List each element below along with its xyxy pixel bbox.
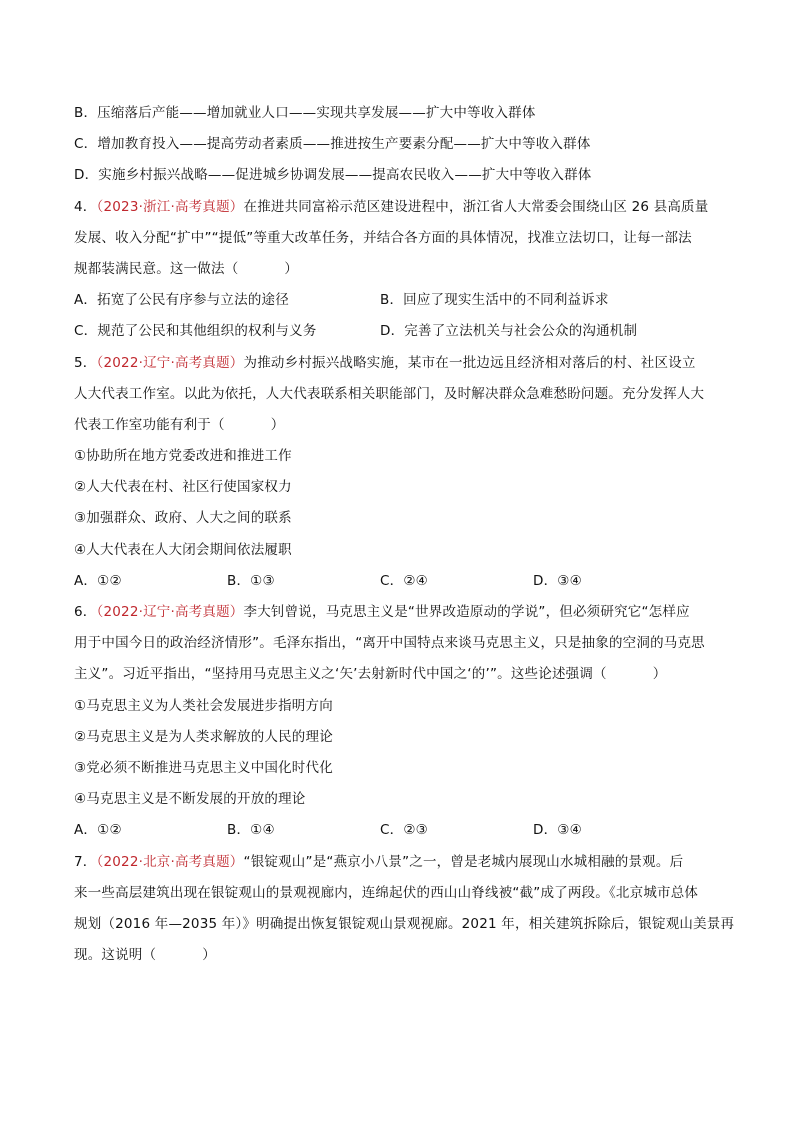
q4-option-d: D．完善了立法机关与社会公众的沟通机制 (380, 323, 638, 340)
q5-close-paren: ） (270, 416, 285, 433)
q6-stem-text3: 主义”。习近平指出，“坚持用马克思主义之‘矢’去射新时代中国之‘的’”。这些论述强调（ (74, 666, 607, 683)
q6-item-1: ①马克思主义为人类社会发展进步指明方向 (74, 697, 333, 714)
q7-stem-line2: 来一些高层建筑出现在银锭观山的景观视廊内，连绵起伏的西山山脊线被“截”成了两段。《北京城市总体 (74, 884, 699, 901)
q7-stem-text4: 现。这说明（ (74, 947, 157, 964)
q4-close-paren: ） (284, 260, 299, 277)
q6-option-a: A．①② (74, 822, 122, 839)
q4-stem-text: 在推进共同富裕示范区建设进程中，浙江省人大常委会围绕山区 26 县高质量 (243, 198, 709, 215)
q5-stem-line2: 人大代表工作室。以此为依托，人大代表联系相关职能部门，及时解决群众急难愁盼问题。充分发挥人大 (74, 385, 705, 402)
q6-stem-line2: 用于中国今日的政治经济情形”。毛泽东指出，“离开中国特点来谈马克思主义，只是抽象的空洞的马克思 (74, 635, 705, 652)
q6-stem-line1 (74, 597, 724, 628)
q7-stem-line1 (74, 847, 724, 878)
q5-option-c: C．②④ (380, 572, 428, 589)
q7-source-tag: （2022·北京·高考真题） (96, 853, 244, 870)
q5-stem-line1 (74, 348, 724, 379)
q6-item-2: ②马克思主义是为人类求解放的人民的理论 (74, 728, 333, 745)
q6-source-tag: （2022·辽宁·高考真题） (96, 604, 244, 620)
q5-stem-text3: 代表工作室功能有利于（ (74, 416, 225, 433)
q5-option-a: A．①② (74, 572, 122, 589)
q4-stem-line2: 发展、收入分配“扩中”“提低”等重大改革任务，并结合各方面的具体情况，找准立法切口，让每一部法 (74, 229, 692, 246)
q7-close-paren: ） (202, 947, 216, 964)
q6-options (74, 815, 724, 846)
q4-option-c: C．规范了公民和其他组织的权利与义务 (74, 323, 317, 340)
q4-stem-line3 (74, 254, 724, 285)
q3-option-c: C．增加教育投入——提高劳动者素质——推进按生产要素分配——扩大中等收入群体 (74, 136, 591, 153)
q6-number: 6． (74, 604, 97, 620)
q5-options (74, 566, 724, 597)
q5-stem-text: 为推动乡村振兴战略实施，某市在一批边远且经济相对落后的村、社区设立 (243, 354, 696, 371)
q3-option-b: B．压缩落后产能——增加就业人口——实现共享发展——扩大中等收入群体 (74, 105, 536, 121)
q4-option-a: A．拓宽了公民有序参与立法的途径 (74, 292, 289, 309)
q5-item-3: ③加强群众、政府、人大之间的联系 (74, 510, 292, 527)
q6-close-paren: ） (652, 666, 667, 683)
q5-item-4: ④人大代表在人大闭会期间依法履职 (74, 541, 292, 558)
q7-stem-text: “银锭观山”是“燕京小八景”之一，曾是老城内展现山水城相融的景观。后 (243, 853, 684, 870)
q6-stem-line3 (74, 659, 724, 690)
q5-source-tag: （2022·辽宁·高考真题） (96, 354, 244, 371)
q4-stem-line1 (74, 192, 724, 223)
q7-stem-line4 (74, 940, 724, 971)
q6-option-c: C．②③ (380, 822, 428, 839)
q7-stem-line3: 规划（2016 年—2035 年）》明确提出恢复银锭观山景观视廊。2021 年，相关建筑拆除后，银锭观山美景再 (74, 915, 735, 932)
q3-option-d: D．实施乡村振兴战略——促进城乡协调发展——提高农民收入——扩大中等收入群体 (74, 167, 592, 184)
q4-stem-text3: 规都装满民意。这一做法（ (74, 260, 239, 277)
q4-source-tag: （2023·浙江·高考真题） (96, 198, 244, 215)
q6-item-4: ④马克思主义是不断发展的开放的理论 (74, 791, 306, 808)
q6-option-b: B．①④ (227, 822, 275, 839)
q5-number: 5． (74, 354, 97, 371)
q5-option-d: D．③④ (533, 572, 582, 589)
q4-option-b: B．回应了现实生活中的不同利益诉求 (380, 292, 609, 309)
q5-stem-line3 (74, 410, 724, 441)
q6-stem-text: 李大钊曾说，马克思主义是“世界改造原动的学说”，但必须研究它“怎样应 (243, 604, 690, 620)
question-list (74, 98, 735, 971)
q4-options-row1 (74, 285, 724, 316)
q6-item-3: ③党必须不断推进马克思主义中国化时代化 (74, 759, 333, 776)
q5-item-2: ②人大代表在村、社区行使国家权力 (74, 479, 292, 496)
q4-options-row2 (74, 316, 724, 347)
q7-number: 7． (74, 853, 97, 870)
q5-option-b: B．①③ (227, 572, 275, 589)
q4-number: 4． (74, 198, 97, 215)
q5-item-1: ①协助所在地方党委改进和推进工作 (74, 448, 292, 465)
q6-option-d: D．③④ (533, 822, 582, 839)
